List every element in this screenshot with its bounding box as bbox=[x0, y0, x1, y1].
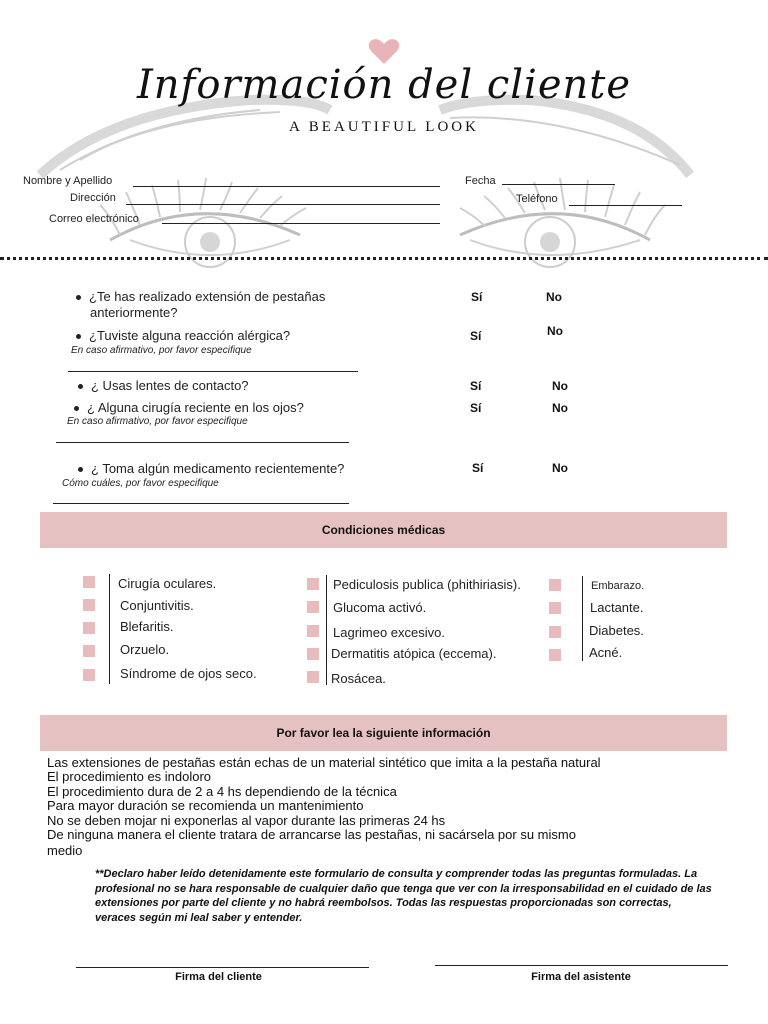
checkbox-blefaritis[interactable] bbox=[83, 622, 95, 634]
checkbox-cirugia[interactable] bbox=[83, 576, 95, 588]
condition-label: Diabetes. bbox=[589, 623, 644, 638]
info-line: Las extensiones de pestañas están echas de un material sintético que imita a la pestaña natural bbox=[47, 755, 601, 770]
date-field[interactable] bbox=[502, 184, 615, 185]
condition-label: Blefaritis. bbox=[120, 619, 174, 634]
question-4 bbox=[74, 400, 304, 416]
q1-no-option[interactable]: No bbox=[546, 290, 562, 304]
email-field[interactable] bbox=[162, 223, 440, 224]
checkbox-orzuelo[interactable] bbox=[83, 645, 95, 657]
question-2-answer-line[interactable] bbox=[68, 371, 358, 372]
question-4-text: ¿ Alguna cirugía reciente en los ojos? bbox=[87, 400, 304, 415]
info-list bbox=[47, 756, 667, 859]
bullet-icon bbox=[76, 295, 81, 300]
name-label: Nombre y Apellido bbox=[23, 175, 113, 187]
column-divider bbox=[582, 576, 583, 661]
checkbox-lactante[interactable] bbox=[549, 602, 561, 614]
condition-label: Embarazo. bbox=[591, 580, 645, 592]
question-5-note: Cómo cuáles, por favor especifique bbox=[62, 478, 219, 489]
checkbox-pediculosis[interactable] bbox=[307, 578, 319, 590]
address-field[interactable] bbox=[126, 204, 440, 205]
condition-label: Lactante. bbox=[590, 600, 644, 615]
checkbox-sindrome[interactable] bbox=[83, 669, 95, 681]
checkbox-conjuntivitis[interactable] bbox=[83, 599, 95, 611]
declaration-text: **Declaro haber leído detenidamente este formulario de consulta y comprender todas las preguntas formuladas. La profesional no se hara responsable de cualquier daño que tenga que ver con la irresponsabilidad en el cuidado de las extensiones por parte del cliente y no habrá reembolsos. Todas las respuestas proporcionadas son correctas, veraces según mi leal saber y entender. bbox=[95, 868, 712, 924]
question-5-text: ¿ Toma algún medicamento recientemente? bbox=[91, 461, 345, 476]
question-4-note: En caso afirmativo, por favor especifique bbox=[67, 416, 248, 427]
client-signature-label: Firma del cliente bbox=[175, 971, 262, 983]
q4-yes-option[interactable]: Sí bbox=[470, 401, 482, 415]
date-label: Fecha bbox=[465, 175, 496, 187]
question-5-answer-line[interactable] bbox=[53, 503, 349, 504]
condition-label: Acné. bbox=[589, 645, 623, 660]
condition-label: Conjuntivitis. bbox=[120, 598, 194, 613]
q3-yes-option[interactable]: Sí bbox=[470, 379, 482, 393]
address-label: Dirección bbox=[70, 192, 116, 204]
question-4-answer-line[interactable] bbox=[56, 442, 349, 443]
q1-yes-option[interactable]: Sí bbox=[471, 290, 483, 304]
question-1 bbox=[76, 289, 325, 321]
info-line: medio bbox=[47, 843, 83, 859]
bullet-icon bbox=[78, 384, 83, 389]
checkbox-embarazo[interactable] bbox=[549, 579, 561, 591]
page-title: Información del cliente bbox=[136, 62, 632, 108]
section-divider bbox=[0, 257, 768, 260]
phone-label: Teléfono bbox=[516, 193, 558, 205]
checkbox-glucoma[interactable] bbox=[307, 601, 319, 613]
bullet-icon bbox=[78, 467, 83, 472]
q5-no-option[interactable]: No bbox=[552, 461, 568, 475]
client-signature-line[interactable] bbox=[76, 967, 369, 968]
checkbox-acne[interactable] bbox=[549, 649, 561, 661]
condition-label: Lagrimeo excesivo. bbox=[333, 625, 445, 640]
name-field[interactable] bbox=[133, 186, 440, 187]
question-5 bbox=[78, 461, 344, 477]
info-heading: Por favor lea la siguiente información bbox=[276, 726, 491, 740]
phone-field[interactable] bbox=[569, 205, 682, 206]
assistant-signature-label: Firma del asistente bbox=[531, 971, 631, 983]
info-line: Para mayor duración se recomienda un mantenimiento bbox=[47, 798, 364, 814]
info-line: De ninguna manera el cliente tratara de arrancarse las pestañas, ni sacársela por su mismo bbox=[47, 827, 576, 843]
info-header bbox=[40, 715, 727, 751]
question-3 bbox=[78, 378, 249, 394]
condition-label: Rosácea. bbox=[331, 671, 386, 686]
checkbox-rosacea[interactable] bbox=[307, 671, 319, 683]
info-line: El procedimiento dura de 2 a 4 hs dependiendo de la técnica bbox=[47, 783, 397, 799]
q2-no-option[interactable]: No bbox=[547, 324, 563, 338]
column-divider bbox=[109, 574, 110, 684]
question-3-text: ¿ Usas lentes de contacto? bbox=[91, 378, 249, 393]
checkbox-diabetes[interactable] bbox=[549, 626, 561, 638]
condition-label: Pediculosis publica (phithiriasis). bbox=[333, 577, 521, 592]
checkbox-lagrimeo[interactable] bbox=[307, 625, 319, 637]
column-divider bbox=[326, 575, 327, 685]
condition-label: Síndrome de ojos seco. bbox=[120, 666, 257, 681]
email-label: Correo electrónico bbox=[49, 213, 139, 225]
question-1-text-cont: anteriormente? bbox=[90, 305, 178, 320]
q2-yes-option[interactable]: Sí bbox=[470, 329, 482, 343]
question-2 bbox=[76, 328, 290, 344]
condition-label: Glucoma activó. bbox=[333, 600, 427, 615]
condition-label: Dermatitis atópica (eccema). bbox=[331, 646, 497, 661]
question-2-note: En caso afirmativo, por favor especifique bbox=[71, 345, 252, 356]
condition-label: Orzuelo. bbox=[120, 642, 170, 657]
page-subtitle: A BEAUTIFUL LOOK bbox=[289, 119, 479, 135]
info-line: El procedimiento es indoloro bbox=[47, 769, 212, 785]
conditions-heading: Condiciones médicas bbox=[321, 523, 446, 537]
q3-no-option[interactable]: No bbox=[552, 379, 568, 393]
condition-label: Cirugía oculares. bbox=[118, 576, 217, 591]
conditions-header bbox=[40, 512, 727, 548]
question-1-text: ¿Te has realizado extensión de pestañas bbox=[89, 289, 326, 304]
question-2-text: ¿Tuviste alguna reacción alérgica? bbox=[89, 328, 291, 343]
checkbox-dermatitis[interactable] bbox=[307, 648, 319, 660]
q5-yes-option[interactable]: Sí bbox=[472, 461, 484, 475]
bullet-icon bbox=[74, 406, 79, 411]
assistant-signature-line[interactable] bbox=[435, 965, 728, 966]
q4-no-option[interactable]: No bbox=[552, 401, 568, 415]
info-line: No se deben mojar ni exponerlas al vapor durante las primeras 24 hs bbox=[47, 812, 446, 828]
bullet-icon bbox=[76, 334, 81, 339]
